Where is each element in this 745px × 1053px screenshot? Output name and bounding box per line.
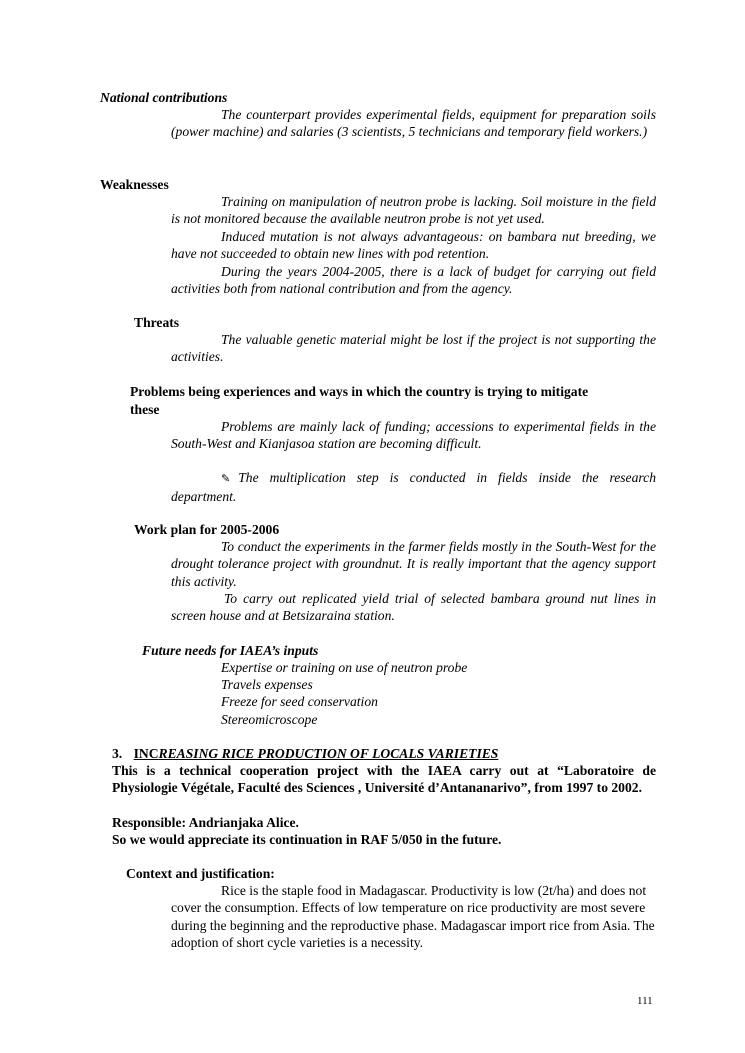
workplan-paragraph-2: To carry out replicated yield trial of selected bambara ground nut lines in screen house and at Betsizaraina station. — [171, 591, 656, 624]
future-needs-item: Expertise or training on use of neutron probe — [221, 660, 468, 675]
future-needs-item: Freeze for seed conservation — [221, 694, 378, 709]
pencil-icon: ✎ — [221, 473, 231, 485]
problems-heading-line-2: these — [130, 402, 160, 417]
problems-paragraph-2 — [171, 469, 656, 506]
weaknesses-paragraph-2: Induced mutation is not always advantageous: on bambara nut breeding, we have not succeeded to obtain new lines with pod retention. — [171, 229, 656, 262]
future-needs-item: Travels expenses — [221, 677, 313, 692]
section-3-intro: This is a technical cooperation project with the IAEA carry out at “Laboratoire de Physiologie Végétale, Faculté des Sciences , Université d’Antananarivo”, from 1997 to 2002. — [112, 763, 656, 796]
weaknesses-paragraph-3: During the years 2004-2005, there is a lack of budget for carrying out field activities both from national contribution and from the agency. — [171, 264, 656, 297]
national-contributions-heading: National contributions — [100, 90, 228, 105]
section-3-heading — [112, 745, 498, 762]
future-needs-item: Stereomicroscope — [221, 712, 318, 727]
weaknesses-paragraph-1: Training on manipulation of neutron probe is lacking. Soil moisture in the field is not monitored because the available neutron probe is not yet used. — [171, 194, 656, 227]
threats-heading: Threats — [134, 315, 180, 330]
section-3-number: 3. — [112, 746, 123, 761]
section-3-continuation: So we would appreciate its continuation in RAF 5/050 in the future. — [112, 832, 502, 847]
problems-paragraph-1: Problems are mainly lack of funding; accessions to experimental fields in the South-West and Kianjasoa station are becoming difficult. — [171, 419, 656, 452]
future-needs-heading: Future needs for IAEA’s inputs — [142, 643, 319, 658]
threats-paragraph: The valuable genetic material might be lost if the project is not supporting the activities. — [171, 332, 656, 365]
section-3-title — [134, 746, 499, 761]
section-3-title-rest: REASING RICE PRODUCTION OF LOCALS VARIETIES — [158, 746, 499, 761]
problems-heading-line-1: Problems being experiences and ways in which the country is trying to mitigate — [130, 384, 589, 399]
weaknesses-heading: Weaknesses — [100, 177, 169, 192]
context-paragraph: Rice is the staple food in Madagascar. Productivity is low (2t/ha) and does not cover the consumption. Effects of low temperature on rice productivity are most severe during the beginning and the reproductive phase. Madagascar import rice from Asia. The adoption of short cycle varieties is a necessity. — [171, 883, 655, 950]
page-number: 111 — [637, 995, 653, 1007]
national-contributions-paragraph: The counterpart provides experimental fields, equipment for preparation soils (power machine) and salaries (3 scientists, 5 technicians and temporary field workers.) — [171, 107, 656, 140]
problems-paragraph-2-text: The multiplication step is conducted in fields inside the research department. — [171, 470, 656, 505]
context-heading: Context and justification: — [126, 866, 275, 881]
workplan-paragraph-1: To conduct the experiments in the farmer fields mostly in the South-West for the drought tolerance project with groundnut. It is really important that the agency support this activity. — [171, 539, 656, 589]
workplan-heading: Work plan for 2005-2006 — [134, 522, 280, 537]
section-3-responsible: Responsible: Andrianjaka Alice. — [112, 815, 299, 830]
section-3-title-prefix: INC — [133, 746, 159, 761]
